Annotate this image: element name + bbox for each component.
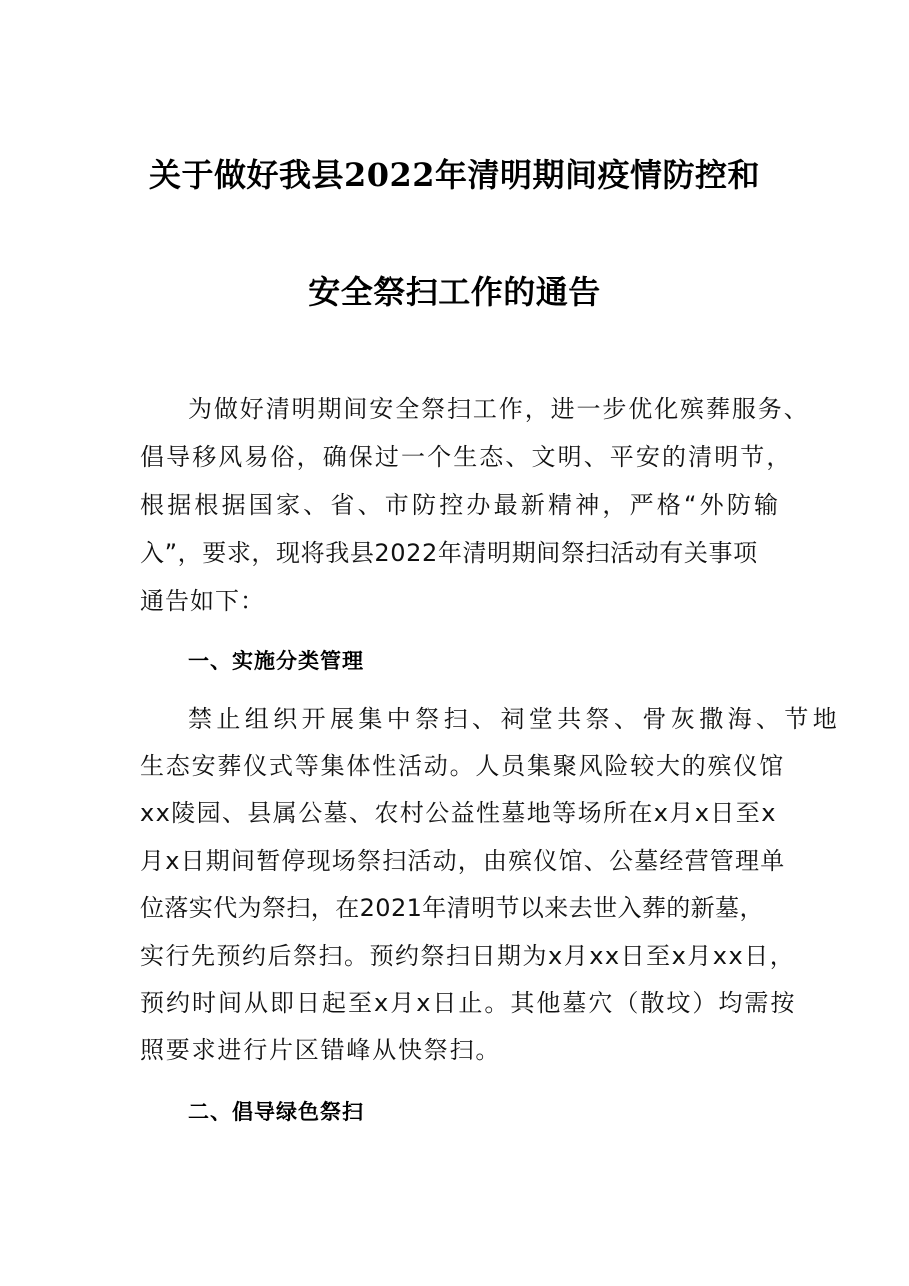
document-title-line-1: 关于做好我县2022年清明期间疫情防控和	[148, 156, 761, 194]
intro-line: 倡导移风易俗，确保过一个生态、文明、平安的清明节，	[140, 443, 793, 471]
section1-line: 实行先预约后祭扫。预约祭扫日期为x月xx日至x月xx日，	[140, 942, 796, 970]
section1-line: 月x日期间暂停现场祭扫活动，由殡仪馆、公墓经营管理单	[140, 847, 786, 875]
intro-line: 为做好清明期间安全祭扫工作，进一步优化殡葬服务、	[188, 395, 810, 423]
section1-line: 预约时间从即日起至x月x日止。其他墓穴（散坟）均需按	[140, 989, 797, 1017]
section1-line: 生态安葬仪式等集体性活动。人员集聚风险较大的殡仪馆	[140, 752, 785, 780]
section-heading: 二、倡导绿色祭扫	[188, 1100, 364, 1124]
intro-line: 通告如下：	[140, 587, 265, 615]
section-heading: 一、实施分类管理	[188, 649, 364, 673]
section1-line: xx陵园、县属公墓、农村公益性墓地等场所在x月x日至x	[140, 799, 777, 827]
section1-line: 位落实代为祭扫，在2021年清明节以来去世入葬的新墓，	[140, 894, 764, 922]
intro-line: 根据根据国家、省、市防控办最新精神，严格“外防输	[140, 491, 782, 519]
section1-line: 禁止组织开展集中祭扫、祠堂共祭、骨灰撒海、节地	[188, 705, 842, 733]
document-title-line-2: 安全祭扫工作的通告	[308, 273, 601, 311]
section1-line: 照要求进行片区错峰从快祭扫。	[140, 1036, 502, 1064]
intro-line: 入”，要求，现将我县2022年清明期间祭扫活动有关事项	[140, 539, 758, 567]
